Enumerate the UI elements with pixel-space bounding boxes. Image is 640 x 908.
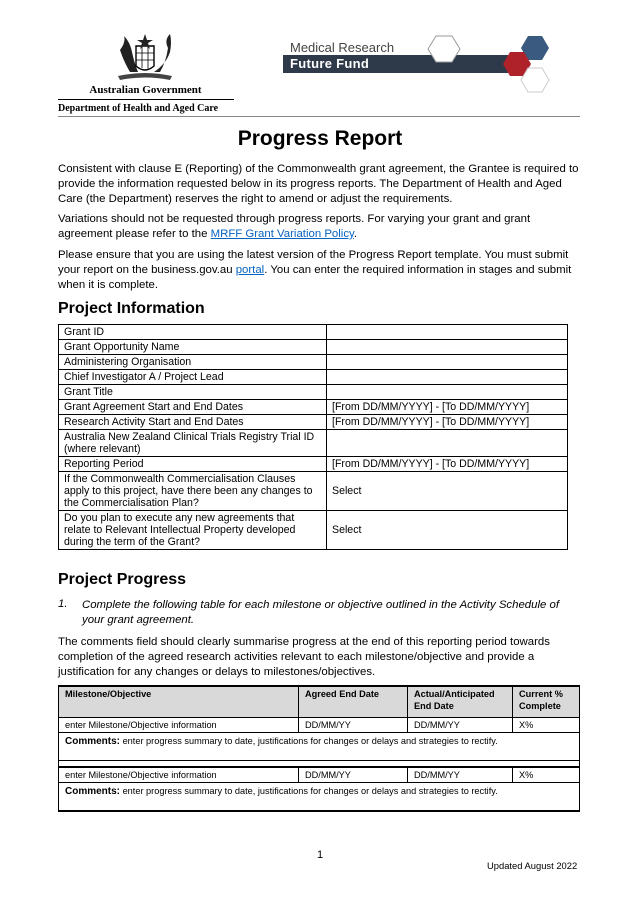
- milestone-field[interactable]: enter Milestone/Objective information: [59, 767, 299, 783]
- mrff-hexagon-logo-icon: [418, 30, 568, 96]
- info-label: If the Commonwealth Commercialisation Clauses apply to this project, have there been any changes to the Commercialisation Plan?: [59, 472, 327, 511]
- page-title: Progress Report: [237, 127, 403, 150]
- info-label: Chief Investigator A / Project Lead: [59, 370, 327, 385]
- intro-paragraph-2-text: Variations should not be requested through progress reports. For varying your grant and grant agreement please refer to the: [58, 213, 531, 240]
- updated-date: Updated August 2022: [487, 860, 578, 871]
- info-row: [59, 355, 568, 370]
- info-label: Do you plan to execute any new agreements that relate to Relevant Intellectual Property developed during the term of the Grant?: [59, 511, 327, 550]
- info-row: [59, 415, 568, 430]
- info-label: Grant Agreement Start and End Dates: [59, 400, 327, 415]
- percent-field[interactable]: X%: [513, 718, 580, 733]
- intro-paragraph-3-text: Please ensure that you are using the latest version of the Progress Report template. You must submit your report on the business.gov.au: [58, 249, 569, 276]
- comments-guidance-paragraph: The comments field should clearly summarise progress at the end of this reporting period towards completion of the agreed research activities relevant to each milestone/objective and provide a justification for any changes or delays to milestones/objectives.: [58, 636, 550, 678]
- info-value-field[interactable]: [From DD/MM/YYYY] - [To DD/MM/YYYY]: [327, 415, 568, 430]
- info-label: Reporting Period: [59, 457, 327, 472]
- agreed-date-field[interactable]: DD/MM/YY: [299, 718, 408, 733]
- comments-field[interactable]: [59, 733, 580, 761]
- info-value-field[interactable]: Select: [327, 511, 568, 550]
- info-label: Australia New Zealand Clinical Trials Registry Trial ID (where relevant): [59, 430, 327, 457]
- mrff-logo-line1: Medical Research: [290, 40, 395, 55]
- project-information-heading: Project Information: [58, 300, 205, 317]
- comments-row: [59, 783, 580, 812]
- percent-field[interactable]: X%: [513, 767, 580, 783]
- info-value-field[interactable]: [327, 340, 568, 355]
- info-value-field[interactable]: [327, 355, 568, 370]
- info-value-field[interactable]: [327, 385, 568, 400]
- info-row: [59, 457, 568, 472]
- crest-divider: [58, 99, 234, 100]
- milestone-row: [59, 767, 580, 783]
- department-name: Department of Health and Aged Care: [58, 103, 219, 114]
- info-value-field[interactable]: [327, 370, 568, 385]
- info-label: Research Activity Start and End Dates: [59, 415, 327, 430]
- header-milestone: Milestone/Objective: [59, 686, 299, 718]
- info-value-field[interactable]: [327, 325, 568, 340]
- milestone-table-header: [59, 686, 580, 718]
- actual-date-field[interactable]: DD/MM/YY: [408, 767, 513, 783]
- info-value-field[interactable]: [From DD/MM/YYYY] - [To DD/MM/YYYY]: [327, 400, 568, 415]
- info-label: Grant Title: [59, 385, 327, 400]
- mrff-variation-policy-link[interactable]: MRFF Grant Variation Policy: [210, 228, 354, 240]
- info-row: [59, 385, 568, 400]
- info-value-field[interactable]: [From DD/MM/YYYY] - [To DD/MM/YYYY]: [327, 457, 568, 472]
- info-value-field[interactable]: [327, 430, 568, 457]
- comments-row: [59, 733, 580, 761]
- comments-label: Comments:: [65, 786, 121, 797]
- instruction-number: 1.: [58, 598, 68, 610]
- portal-link[interactable]: portal: [235, 264, 265, 276]
- info-row: [59, 325, 568, 340]
- government-name: Australian Government: [89, 84, 202, 96]
- agreed-date-field[interactable]: DD/MM/YY: [299, 767, 408, 783]
- project-information-table: [58, 324, 568, 550]
- comments-text: enter progress summary to date, justifications for changes or delays and strategies to rectify.: [120, 786, 498, 796]
- intro-paragraph-1: Consistent with clause E (Reporting) of the Commonwealth grant agreement, the Grantee is required to provide the information requested below in its progress reports. The Department of Health and Aged Care (the Department) reserves the right to amend or adjust the requirements.: [58, 163, 579, 205]
- info-label: Grant ID: [59, 325, 327, 340]
- milestone-table: [58, 685, 580, 812]
- info-row: [59, 472, 568, 511]
- milestone-row: [59, 718, 580, 733]
- intro-paragraph-2: [58, 212, 586, 242]
- info-row: [59, 370, 568, 385]
- info-value-field[interactable]: Select: [327, 472, 568, 511]
- info-row: [59, 430, 568, 457]
- info-label: Grant Opportunity Name: [59, 340, 327, 355]
- header-current-percent: Current % Complete: [513, 686, 580, 718]
- page-number: 1: [316, 849, 324, 861]
- intro-paragraph-3: [58, 248, 586, 293]
- info-row: [59, 340, 568, 355]
- milestone-field[interactable]: enter Milestone/Objective information: [59, 718, 299, 733]
- comments-field[interactable]: [59, 783, 580, 812]
- project-progress-heading: Project Progress: [58, 571, 187, 588]
- comments-label: Comments:: [65, 736, 121, 747]
- header-divider: [58, 116, 580, 117]
- mrff-logo-line2: Future Fund: [290, 56, 370, 71]
- info-row: [59, 511, 568, 550]
- comments-text: enter progress summary to date, justifications for changes or delays and strategies to rectify.: [120, 736, 498, 746]
- intro-paragraph-2-end: .: [353, 228, 358, 240]
- instruction-text: Complete the following table for each milestone or objective outlined in the Activity Schedule of your grant agreement.: [82, 599, 559, 626]
- header-agreed-end-date: Agreed End Date: [299, 686, 408, 718]
- info-row: [59, 400, 568, 415]
- coat-of-arms-icon: [110, 32, 180, 84]
- intro-paragraph-3-end: . You can enter the required information in stages and submit when it is complete.: [58, 264, 572, 291]
- header-actual-end-date: Actual/Anticipated End Date: [408, 686, 513, 718]
- actual-date-field[interactable]: DD/MM/YY: [408, 718, 513, 733]
- info-label: Administering Organisation: [59, 355, 327, 370]
